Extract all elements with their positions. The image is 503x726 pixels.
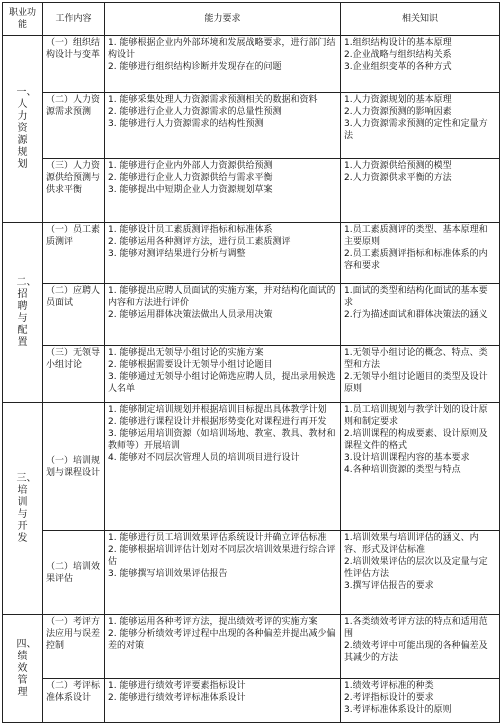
knowledge-cell xyxy=(341,93,500,159)
ability-line: 2. 能够运用群体决策法做出人员录用决策 xyxy=(108,310,273,320)
knowledge-cell xyxy=(341,531,500,615)
ability-line: 3. 能够对测评结果进行分析与调整 xyxy=(108,249,246,259)
content-cell: （一）组织结构设计与变革 xyxy=(43,36,105,93)
content-cell: （一）培训规划与课程设计 xyxy=(43,403,105,531)
ability-line: 3. 能够进行人力资源需求的结构性预测 xyxy=(108,119,264,129)
table-row xyxy=(3,36,500,93)
function-label: 四、绩效管理 xyxy=(16,638,37,698)
content-cell: （二）培训效果评估 xyxy=(43,531,105,615)
table-row xyxy=(3,679,500,723)
ability-cell xyxy=(105,615,341,679)
knowledge-line: 4.各种培训资源的类型与特点 xyxy=(344,465,461,475)
knowledge-line: 3.考评标准体系设计的原则 xyxy=(344,705,452,715)
function-cell xyxy=(3,403,43,615)
header-function: 职业功能 xyxy=(3,3,43,36)
knowledge-cell xyxy=(341,159,500,223)
ability-line: 1. 能够进行企业内外部人力资源供给预测 xyxy=(108,161,273,171)
knowledge-line: 2.行为描述面试和群体决策法的涵义 xyxy=(344,310,488,320)
header-row xyxy=(3,3,500,36)
ability-line: 3. 能够提出中短期企业人力资源规划草案 xyxy=(108,185,273,195)
ability-line: 2. 能够进行绩效考评标准体系设计 xyxy=(108,693,246,703)
ability-line: 3. 能够撰写培训效果评估报告 xyxy=(108,569,228,579)
competency-table xyxy=(2,2,500,723)
header-content: 工作内容 xyxy=(43,3,105,36)
knowledge-line: 1.员工培训规划与教学计划的设计原则和制定要求 xyxy=(344,405,488,427)
ability-line: 1. 能够设计员工素质测评指标和标准体系 xyxy=(108,225,273,235)
knowledge-line: 1.员工素质测评的类型、基本原理和主要原则 xyxy=(344,225,488,247)
table-body xyxy=(3,36,500,723)
ability-line: 1. 能够进行绩效考评要素指标设计 xyxy=(108,681,246,691)
ability-line: 2. 能够进行企业人力资源供给与需求平衡 xyxy=(108,173,273,183)
ability-line: 2. 能够分析绩效考评过程中出现的各种偏差并提出减少偏差的对策 xyxy=(108,629,336,651)
content-cell: （一）员工素质测评 xyxy=(43,223,105,284)
knowledge-line: 1.人力资源供给预测的模型 xyxy=(344,161,452,171)
header-ability: 能力要求 xyxy=(105,3,341,36)
ability-line: 3. 能够运用培训资源（如培训场地、教室、教具、教材和教师等）开展培训 xyxy=(108,429,336,451)
knowledge-line: 2.培训效果评估的层次以及定量与定性评估方法 xyxy=(344,557,488,579)
ability-line: 1. 能够采集处理人力资源需求预测相关的数据和资料 xyxy=(108,95,318,105)
function-cell xyxy=(3,36,43,223)
ability-line: 3. 能够通过无领导小组讨论筛选应聘人员，提出录用候选人名单 xyxy=(108,372,336,394)
ability-line: 2. 能够根据培训评估计划对不同层次培训效果进行综合评估 xyxy=(108,545,336,567)
header-knowledge: 相关知识 xyxy=(341,3,500,36)
knowledge-line: 2.企业战略与组织结构关系 xyxy=(344,50,452,60)
knowledge-line: 2.员工素质测评指标和标准体系的内容和要求 xyxy=(344,249,488,271)
function-cell xyxy=(3,223,43,403)
ability-line: 4. 能够对不同层次管理人员的培训项目进行设计 xyxy=(108,453,300,463)
table-row xyxy=(3,93,500,159)
ability-cell xyxy=(105,346,341,403)
ability-cell xyxy=(105,531,341,615)
ability-line: 1. 能够提出应聘人员面试的实施方案，并对结构化面试的内容和方法进行评价 xyxy=(108,286,336,308)
ability-line: 1. 能够进行员工培训效果评估系统设计并确立评估标准 xyxy=(108,533,327,543)
knowledge-line: 2.人力资源预测的影响因素 xyxy=(344,107,452,117)
knowledge-line: 1.组织结构设计的基本原理 xyxy=(344,38,452,48)
ability-cell xyxy=(105,36,341,93)
ability-cell xyxy=(105,223,341,284)
knowledge-line: 1.人力资源规划的基本原理 xyxy=(344,95,452,105)
knowledge-line: 1.绩效考评标准的种类 xyxy=(344,681,434,691)
function-cell xyxy=(3,615,43,723)
ability-line: 2. 能够进行企业人力资源需求的总量性预测 xyxy=(108,107,282,117)
content-cell: （三）无领导小组讨论 xyxy=(43,346,105,403)
knowledge-line: 3.人力资源需求预测的定性和定量方法 xyxy=(344,119,488,141)
table-row xyxy=(3,403,500,531)
knowledge-cell xyxy=(341,615,500,679)
knowledge-line: 2.绩效考评中可能出现的各种偏差及其减少的方法 xyxy=(344,641,488,663)
knowledge-line: 3.企业组织变革的各种方式 xyxy=(344,62,452,72)
knowledge-line: 3.设计培训课程内容的基本要求 xyxy=(344,453,470,463)
knowledge-cell xyxy=(341,403,500,531)
knowledge-cell xyxy=(341,36,500,93)
table-row xyxy=(3,615,500,679)
ability-line: 1. 能够提出无领导小组讨论的实施方案 xyxy=(108,348,264,358)
ability-cell xyxy=(105,403,341,531)
ability-line: 2. 能够根据需要设计无领导小组讨论题目 xyxy=(108,360,273,370)
content-cell: （一）考评方法应用与误差控制 xyxy=(43,615,105,679)
knowledge-line: 1.无领导小组讨论的概念、特点、类型和方法 xyxy=(344,348,488,370)
knowledge-line: 2.培训课程的构成要素、设计原则及课程文件的格式 xyxy=(344,429,488,451)
function-label: 三、培训与开发 xyxy=(16,472,37,544)
knowledge-cell xyxy=(341,284,500,346)
knowledge-cell xyxy=(341,346,500,403)
content-cell: （三）人力资源供给预测与供求平衡 xyxy=(43,159,105,223)
knowledge-line: 1.面试的类型和结构化面试的基本要求 xyxy=(344,286,488,308)
ability-line: 2. 能够进行组织结构诊断并发现存在的问题 xyxy=(108,62,282,72)
knowledge-cell xyxy=(341,679,500,723)
content-cell: （二）人力资源需求预测 xyxy=(43,93,105,159)
ability-line: 2. 能够运用各种测评方法，进行员工素质测评 xyxy=(108,237,291,247)
function-label: 一、人力资源规划 xyxy=(16,87,37,170)
knowledge-line: 3.撰写评估报告的要求 xyxy=(344,581,434,591)
content-cell: （二）应聘人员面试 xyxy=(43,284,105,346)
knowledge-line: 2.考评指标设计的要求 xyxy=(344,693,434,703)
ability-line: 1. 能够运用各种考评方法，提出绩效考评的实施方案 xyxy=(108,617,318,627)
knowledge-line: 2.人力资源供求平衡的方法 xyxy=(344,173,452,183)
ability-cell xyxy=(105,284,341,346)
function-label: 二、招聘与配置 xyxy=(16,276,37,348)
ability-cell xyxy=(105,93,341,159)
ability-cell xyxy=(105,159,341,223)
knowledge-line: 1.培训效果与培训评估的涵义、内容、形式及评估标准 xyxy=(344,533,479,555)
table-row xyxy=(3,284,500,346)
ability-line: 1. 能够制定培训规划并根据培训目标提出具体教学计划 xyxy=(108,405,327,415)
table-row xyxy=(3,531,500,615)
ability-line: 1. 能够根据企业内外部环境和发展战略要求，进行部门结构设计 xyxy=(108,38,336,60)
knowledge-cell xyxy=(341,223,500,284)
knowledge-line: 2.无领导小组讨论题目的类型及设计原则 xyxy=(344,372,488,394)
table-row xyxy=(3,346,500,403)
ability-line: 2. 能够进行课程设计并根据形势变化对课程进行再开发 xyxy=(108,417,327,427)
content-cell: （二）考评标准体系设计 xyxy=(43,679,105,723)
table-row xyxy=(3,159,500,223)
knowledge-line: 1.各类绩效考评方法的特点和适用范围 xyxy=(344,617,488,639)
table-row xyxy=(3,223,500,284)
ability-cell xyxy=(105,679,341,723)
